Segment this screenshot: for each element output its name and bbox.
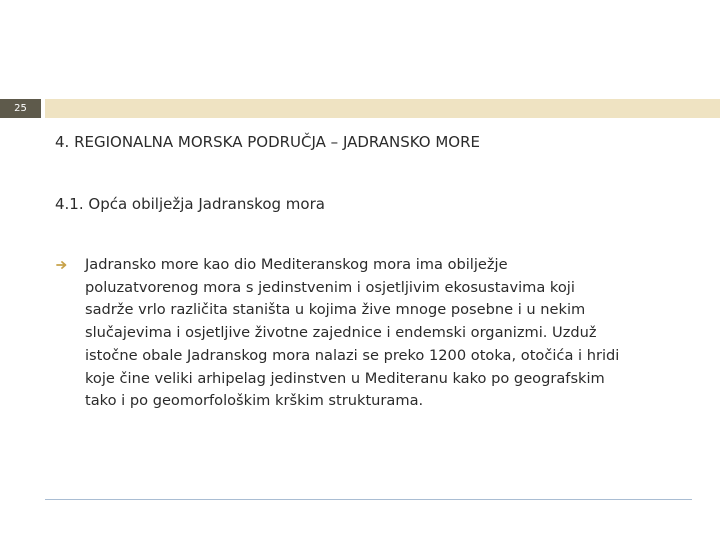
bullet-line: koje čine veliki arhipelag jedinstven u Mediteranu kako po geografskim [85, 369, 605, 387]
bullet-line: istočne obale Jadranskog mora nalazi se preko 1200 otoka, otočića i hridi [85, 346, 620, 364]
arrow-right-icon [56, 259, 68, 271]
bullet-line: sadrže vrlo različita staništa u kojima žive mnoge posebne i u nekim [85, 301, 586, 319]
section-heading: 4.1. Opća obilježja Jadranskog mora [55, 195, 325, 213]
bullet-line: Jadransko more kao dio Mediteranskog mora ima obilježje [85, 256, 508, 273]
bullet-line: tako i po geomorfološkim krškim strukturama. [85, 392, 424, 410]
bullet-line: poluzatvorenog mora s jedinstvenim i osjetljivim ekosustavima koji [85, 278, 575, 296]
slide-number: 25 [0, 99, 41, 118]
footer-divider [45, 499, 692, 500]
bullet-text [85, 254, 685, 413]
slide-title: 4. REGIONALNA MORSKA PODRUČJA – JADRANSKO MORE [55, 133, 480, 151]
bullet-line: slučajevima i osjetljive životne zajednice i endemski organizmi. Uzduž [85, 324, 597, 342]
header-band [45, 99, 720, 118]
